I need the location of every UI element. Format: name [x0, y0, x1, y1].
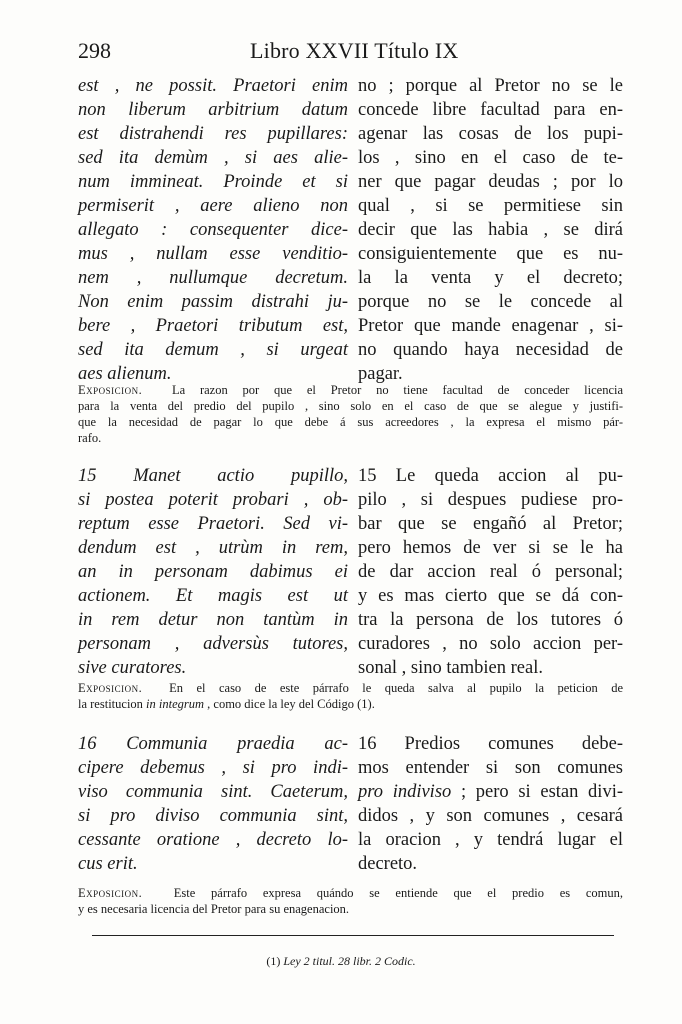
spanish-line: 15 Le queda accion al pu- [358, 466, 623, 486]
spanish-line: sonal , sino tambien real. [358, 658, 543, 678]
spanish-line: Pretor que mande enagenar , si- [358, 316, 623, 336]
exposicion-line [78, 382, 623, 398]
exposicion-line: para la venta del predio del pupilo , sino solo en el caso de que se alegue y justifi- [78, 399, 623, 413]
latin-line: si pro diviso communia sint, [78, 806, 348, 826]
spanish-line: de dar accion real ó personal; [358, 562, 623, 582]
latin-line: non liberum arbitrium datum [78, 100, 348, 120]
latin-line: num immineat. Proinde et si [78, 172, 348, 192]
exposicion-line: rafo. [78, 431, 102, 445]
footnote [0, 954, 682, 969]
latin-line: est , ne possit. Praetori enim [78, 76, 348, 96]
spanish-column [358, 74, 623, 386]
spanish-line: pagar. [358, 364, 403, 384]
exposicion-note [78, 885, 623, 917]
footnote-marker: (1) [266, 954, 281, 968]
spanish-line: mos entender si son comunes [358, 758, 623, 778]
latin-line: in rem detur non tantùm in [78, 610, 348, 630]
latin-line: viso communia sint. Caeterum, [78, 782, 348, 802]
latin-line: sive curatores. [78, 658, 187, 678]
spanish-line: no ; porque al Pretor no se le [358, 76, 623, 96]
latin-line: 15 Manet actio pupillo, [78, 466, 348, 486]
exposicion-label: Exposicion. [78, 886, 143, 900]
spanish-line: la la venta y el decreto; [358, 268, 623, 288]
exposicion-line [78, 696, 623, 712]
running-title: Libro XXVII Título IX [250, 38, 459, 63]
latin-line: cus erit. [78, 854, 138, 874]
latin-line: actionem. Et magis est ut [78, 586, 348, 606]
spanish-line: y es mas cierto que se dá con- [358, 586, 623, 606]
spanish-line: agenar las cosas de los pupi- [358, 124, 623, 144]
spanish-line: pero hemos de ver si se le ha [358, 538, 623, 558]
spanish-line: didos , y son comunes , cesará [358, 806, 623, 826]
latin-line: dendum est , utrùm in rem, [78, 538, 348, 558]
spanish-line: 16 Predios comunes debe- [358, 734, 623, 754]
latin-column [78, 74, 348, 386]
latin-line: si postea poterit probari , ob- [78, 490, 348, 510]
spanish-line: porque no se le concede al [358, 292, 623, 312]
latin-line: personam , adversùs tutores, [78, 634, 348, 654]
latin-line: sed ita demùm , si aes alie- [78, 148, 348, 168]
latin-line: reptum esse Praetori. Sed vi- [78, 514, 348, 534]
exposicion-line [78, 885, 623, 901]
spanish-line [358, 780, 623, 804]
latin-line: allegato : consequenter dice- [78, 220, 348, 240]
exposicion-label: Exposicion. [78, 681, 143, 695]
spanish-text: ; pero si estan divi- [460, 782, 624, 802]
spanish-line: no quando haya necesidad de [358, 340, 623, 360]
latin-line: permiserit , aere alieno non [78, 196, 348, 216]
spanish-italic-phrase: pro indiviso [358, 782, 452, 802]
spanish-line: ner que pagar deudas ; por lo [358, 172, 623, 192]
latin-line: bere , Praetori tributum est, [78, 316, 348, 336]
latin-line: cipere debemus , si pro indi- [78, 758, 348, 778]
exposicion-line: y es necesaria licencia del Pretor para su enagenacion. [78, 902, 350, 916]
latin-line: 16 Communia praedia ac- [78, 734, 348, 754]
spanish-line: decreto. [358, 854, 418, 874]
spanish-line: bar que se engañó al Pretor; [358, 514, 623, 534]
spanish-line: la oracion , y tendrá lugar el [358, 830, 623, 850]
latin-line: nem , nullumque decretum. [78, 268, 348, 288]
spanish-line: curadores , no solo accion per- [358, 634, 623, 654]
exposicion-text: En el caso de este párrafo le queda salva al pupilo la peticion de [169, 681, 623, 695]
latin-line: aes alienum. [78, 364, 172, 384]
latin-line: cessante oratione , decreto lo- [78, 830, 348, 850]
exposicion-italic-phrase: in integrum [146, 697, 205, 711]
exposicion-line [78, 680, 623, 696]
spanish-line: pilo , si despues pudiese pro- [358, 490, 623, 510]
spanish-line: consiguientemente que es nu- [358, 244, 623, 264]
exposicion-text: Este párrafo expresa quándo se entiende que el predio es comun, [173, 886, 624, 900]
exposicion-text: , como dice la ley del Código (1). [207, 697, 375, 711]
footnote-text: Ley 2 titul. 28 libr. 2 Codic. [283, 954, 416, 968]
spanish-line: qual , si se permitiese sin [358, 196, 623, 216]
spanish-line: concede libre facultad para en- [358, 100, 623, 120]
footnote-rule [92, 935, 614, 936]
latin-column [78, 732, 348, 876]
latin-line: est distrahendi res pupillares: [78, 124, 348, 144]
exposicion-note [78, 680, 623, 712]
latin-line: mus , nullam esse venditio- [78, 244, 348, 264]
latin-column [78, 464, 348, 680]
spanish-line: los , sino en el caso de te- [358, 148, 623, 168]
exposicion-note [78, 382, 623, 446]
exposicion-label: Exposicion. [78, 383, 143, 397]
exposicion-text: la restitucion [78, 697, 143, 711]
latin-line: sed ita demum , si urgeat [78, 340, 348, 360]
page-number: 298 [78, 38, 111, 63]
page-header [78, 38, 623, 68]
exposicion-text: La razon por que el Pretor no tiene facultad de conceder licencia [171, 383, 624, 397]
spanish-line: tra la persona de los tutores ó [358, 610, 623, 630]
spanish-column [358, 464, 623, 680]
latin-line: an in personam dabimus ei [78, 562, 348, 582]
spanish-column [358, 732, 623, 876]
exposicion-line: que la necesidad de pagar lo que debe á sus acreedores , la expresa el mismo pár- [78, 415, 623, 429]
latin-line: Non enim passim distrahi ju- [78, 292, 348, 312]
spanish-line: decir que las habia , se dirá [358, 220, 623, 240]
